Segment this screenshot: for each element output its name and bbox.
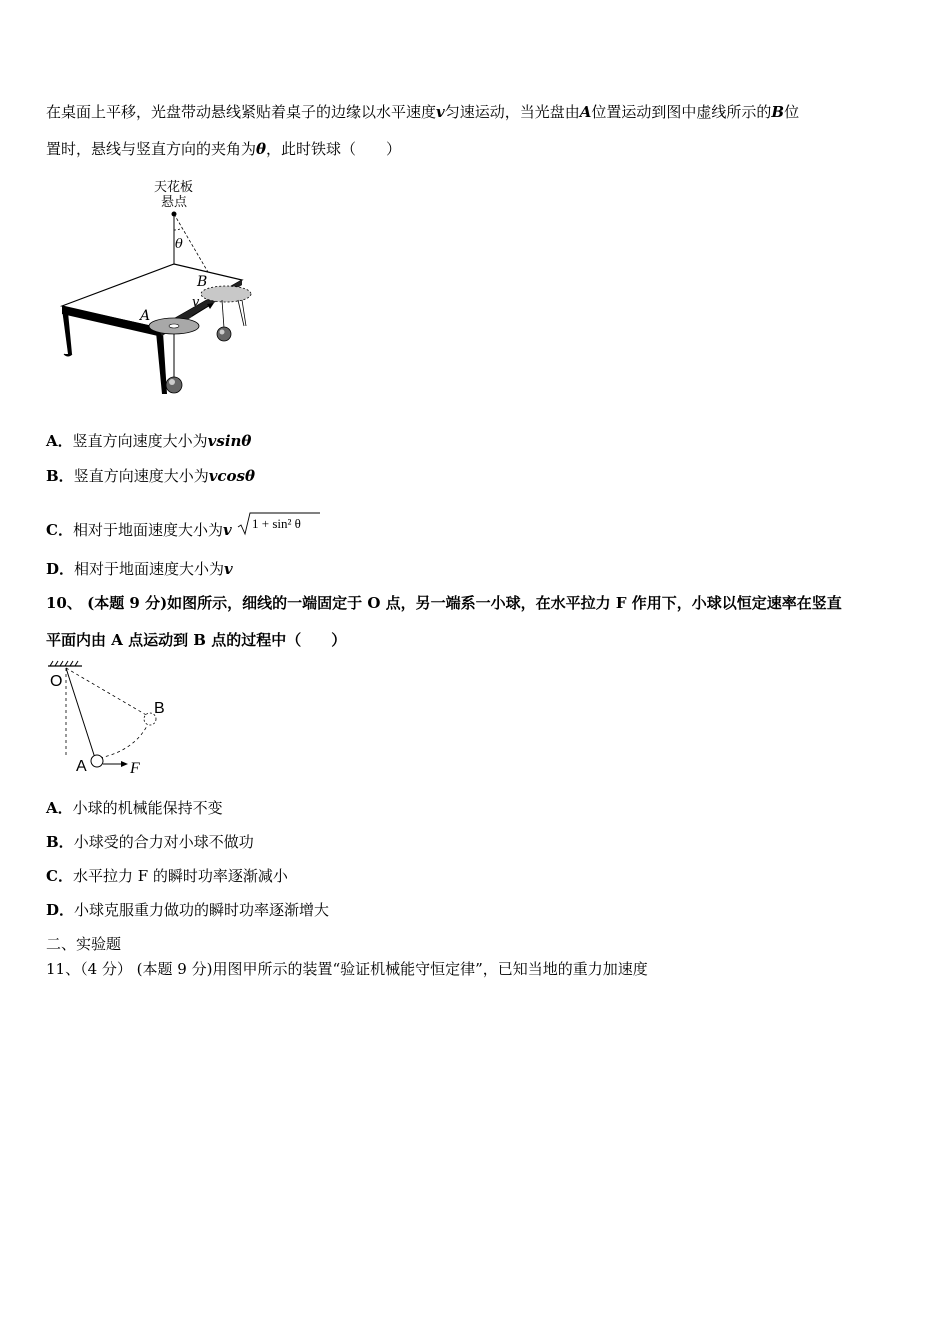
q9-option-C: C．相对于地面速度大小为v 1 + sin² θ bbox=[46, 511, 320, 540]
q9-stem-line1: 在桌面上平移，光盘带动悬线紧贴着桌子的边缘以水平速度v匀速运动，当光盘由A位置运动到图中虚线所示的B位 bbox=[46, 103, 800, 121]
hang-point-label: 悬点 bbox=[161, 195, 188, 210]
position-A-label: A bbox=[140, 308, 151, 324]
pendulum-force-figure bbox=[46, 660, 176, 780]
position-B-label: B bbox=[197, 274, 208, 290]
point-O-label: O bbox=[50, 673, 63, 690]
force-F-label: F bbox=[130, 760, 140, 777]
ceiling-label: 天花板 bbox=[154, 180, 194, 195]
q9-option-A: A．竖直方向速度大小为vsinθ bbox=[46, 432, 252, 450]
q10-option-D: D．小球克服重力做功的瞬时功率逐渐增大 bbox=[46, 901, 330, 919]
q9-option-B: B．竖直方向速度大小为vcosθ bbox=[46, 467, 256, 485]
q10-stem-line2: 平面内由 A 点运动到 B 点的过程中（ ） bbox=[46, 631, 347, 649]
iron-ball-B bbox=[217, 327, 231, 341]
q11-stem-line1: 11、（4 分） (本题 9 分)用图甲所示的装置“验证机械能守恒定律”，已知当地的重力加速度 bbox=[46, 960, 648, 978]
point-A-label: A bbox=[76, 758, 87, 775]
ball-A bbox=[91, 755, 103, 767]
q10-option-A: A．小球的机械能保持不变 bbox=[46, 799, 223, 817]
q10-option-C: C．水平拉力 F 的瞬时功率逐渐减小 bbox=[46, 867, 288, 885]
var-theta: θ bbox=[256, 140, 267, 158]
var-B: B bbox=[771, 103, 785, 121]
sqrt-expression bbox=[236, 511, 320, 537]
sqrt-radicand: 1 + sin² θ bbox=[251, 516, 301, 531]
q9-stem-line2: 置时，悬线与竖直方向的夹角为θ，此时铁球（ ） bbox=[46, 140, 402, 158]
q9-option-D: D．相对于地面速度大小为v bbox=[46, 560, 233, 578]
disc-B bbox=[201, 286, 251, 302]
var-A: A bbox=[579, 103, 592, 121]
velocity-label: v bbox=[192, 295, 200, 310]
var-v: v bbox=[436, 103, 445, 121]
theta-label: θ bbox=[175, 237, 183, 252]
point-B-label: B bbox=[154, 700, 165, 717]
iron-ball-A bbox=[166, 377, 182, 393]
table-pendulum-figure bbox=[46, 176, 266, 402]
q10-stem-line1: 10、 (本题 9 分)如图所示，细线的一端固定于 O 点，另一端系一小球，在水平拉力 F 作用下，小球以恒定速率在竖直 bbox=[46, 594, 842, 612]
section-title: 二、实验题 bbox=[46, 935, 122, 953]
q10-option-B: B．小球受的合力对小球不做功 bbox=[46, 833, 254, 851]
